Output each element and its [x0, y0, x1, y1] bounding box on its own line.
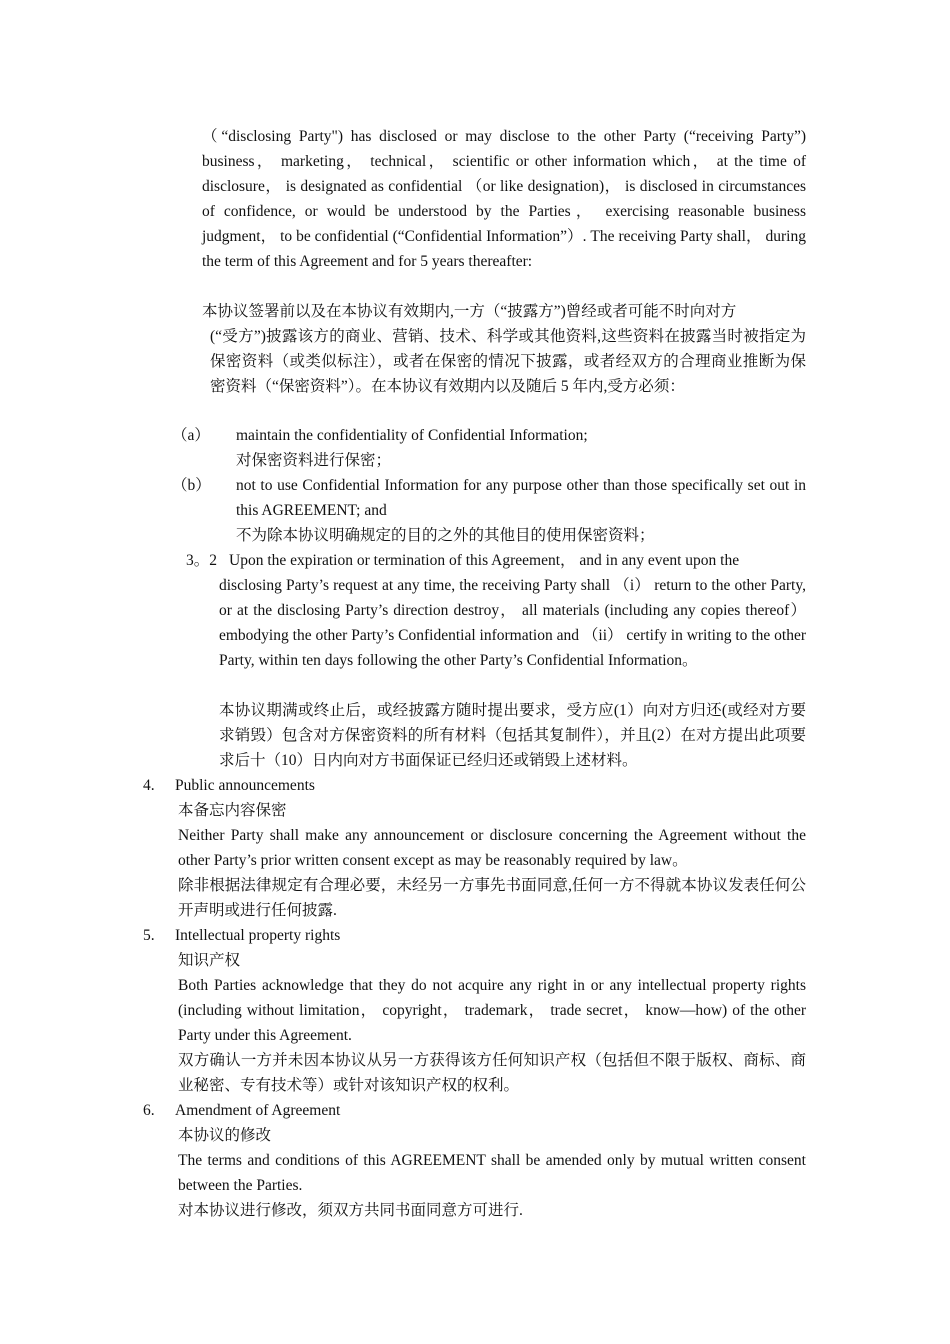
- item-a-label: （a）: [172, 427, 210, 444]
- section-6-number: 6.: [143, 1102, 155, 1119]
- section-5-title-zh: 知识产权: [178, 952, 241, 969]
- section-6-title-zh: 本协议的修改: [178, 1127, 272, 1144]
- confidentiality-intro-zh: (“受方”)披露该方的商业、营销、技术、科学或其他资料,这些资料在披露当时被指定为保密资料（或类似标注），或者在保密的情况下披露，或者经双方的合理商业推断为保密资料（“保密资料”）。在本协议有效期内以及随后 5 年内,受方必须：: [210, 328, 806, 395]
- section-4-title-zh: 本备忘内容保密: [178, 802, 287, 819]
- sub-clause-3-2-en-first-line: Upon the expiration or termination of this Agreement， and in any event upon the: [229, 552, 740, 569]
- section-5-number: 5.: [143, 927, 155, 944]
- section-6-title: Amendment of Agreement: [175, 1102, 341, 1119]
- confidentiality-intro-zh-line1: 本协议签署前以及在本协议有效期内,一方（“披露方”)曾经或者可能不时向对方: [202, 303, 737, 320]
- section-4-number: 4.: [143, 777, 155, 794]
- sub-clause-3-2-label: 3。2: [186, 552, 218, 569]
- section-4-body-en: Neither Party shall make any announcement or disclosure concerning the Agreement without the other Party’s prior written consent except as may be reasonably required by law。: [178, 827, 806, 869]
- sub-clause-3-2-en: disclosing Party’s request at any time, the receiving Party shall （i） return to the other Party, or at the disclosing Party’s direction destroy， all materials (including any copies thereof） embodying the other Party’s Confidential information and （ii） certify in writing to the other Party, within ten days following the other Party’s Confidential Information。: [219, 577, 806, 669]
- item-b-zh: 不为除本协议明确规定的目的之外的其他目的使用保密资料；: [236, 527, 655, 544]
- item-b-en: not to use Confidential Information for any purpose other than those specifically set out in this AGREEMENT; and: [236, 477, 806, 519]
- section-5-body-zh: 双方确认一方并未因本协议从另一方获得该方任何知识产权（包括但不限于版权、商标、商业秘密、专有技术等）或针对该知识产权的权利。: [178, 1052, 806, 1094]
- section-5-body-en: Both Parties acknowledge that they do not acquire any right in or any intellectual property rights (including without limitation， copyright， trademark， trade secret， know—how) of the other Party under this Agreement.: [178, 977, 806, 1044]
- item-a-en: maintain the confidentiality of Confidential Information;: [236, 427, 588, 444]
- section-4-body-zh: 除非根据法律规定有合理必要，未经另一方事先书面同意,任何一方不得就本协议发表任何公开声明或进行任何披露.: [178, 877, 806, 919]
- confidentiality-intro-en: （“disclosing Party") has disclosed or may disclose to the other Party (“receiving Party”) business， marketing， technical， scientific or other information which， at the time of disclosure， is designated as confidential （or like designation)， is disclosed in circumstances of confidence, or would be understood by the Parties， exercising reasonable business judgment， to be confidential (“Confidential Information”）. The receiving Party shall， during the term of this Agreement and for 5 years thereafter:: [202, 128, 806, 270]
- section-6-body-zh: 对本协议进行修改，须双方共同书面同意方可进行.: [178, 1202, 523, 1219]
- item-a-zh: 对保密资料进行保密；: [236, 452, 392, 469]
- sub-clause-3-2-zh: 本协议期满或终止后，或经披露方随时提出要求，受方应(1）向对方归还(或经对方要求销毁）包含对方保密资料的所有材料（包括其复制件），并且(2）在对方提出此项要求后十（10）日内向对方书面保证已经归还或销毁上述材料。: [219, 702, 806, 769]
- item-b-label: （b）: [172, 477, 211, 494]
- section-4-title: Public announcements: [175, 777, 315, 794]
- section-6-body-en: The terms and conditions of this AGREEMENT shall be amended only by mutual written consent between the Parties.: [178, 1152, 806, 1194]
- section-5-title: Intellectual property rights: [175, 927, 341, 944]
